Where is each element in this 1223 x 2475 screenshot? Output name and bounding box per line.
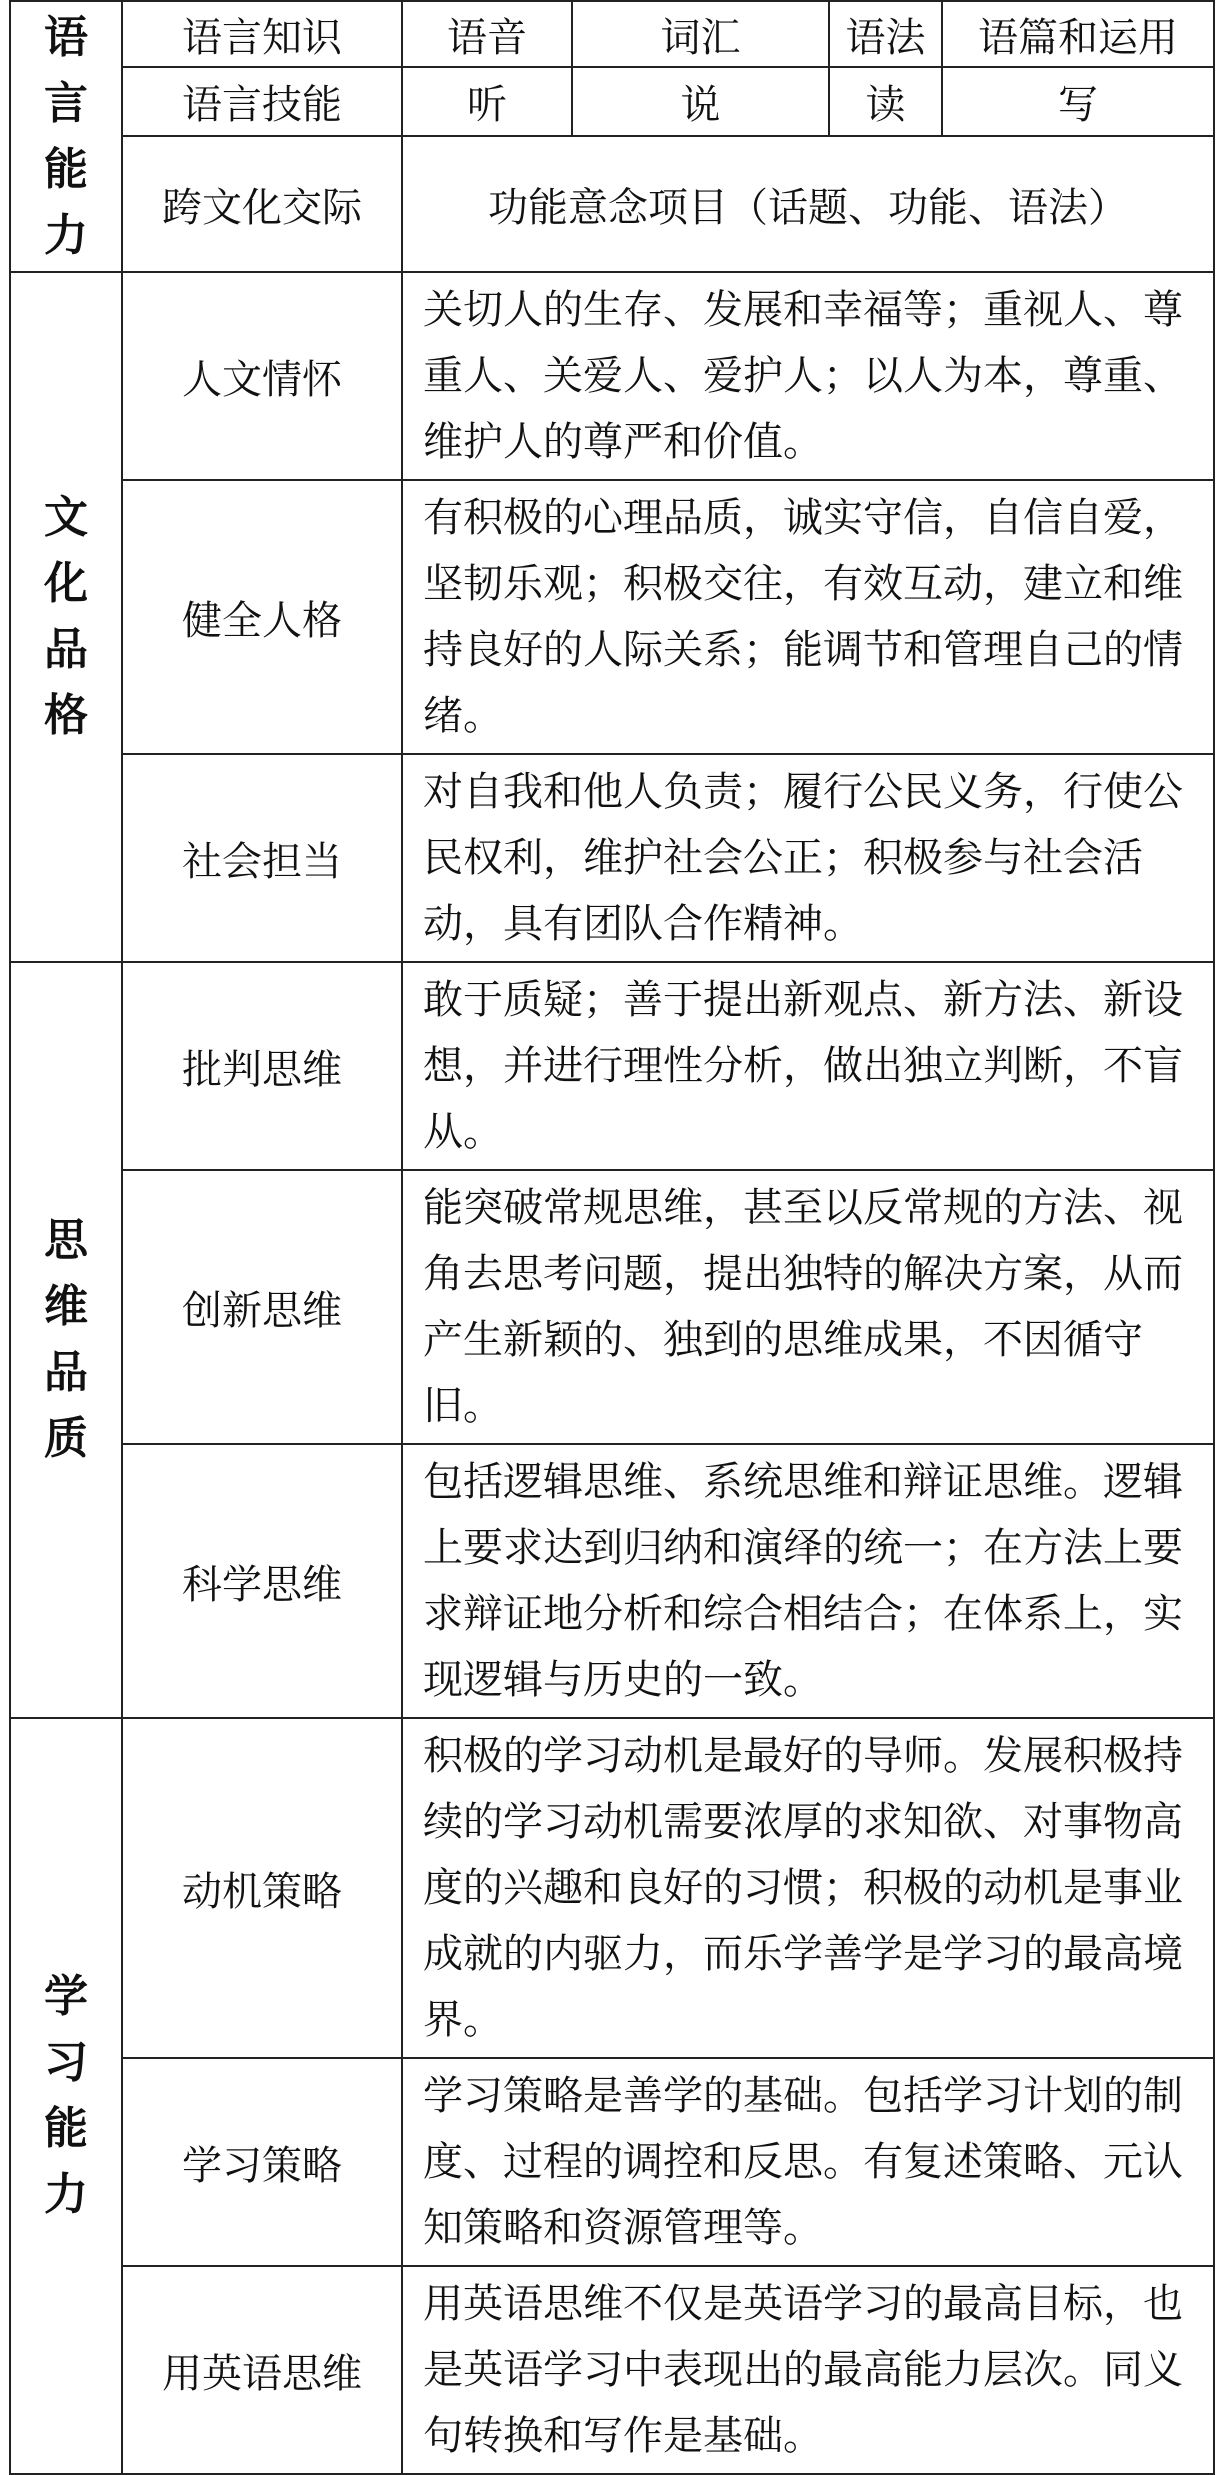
label-learning-3: 用英语思维 <box>122 2266 402 2474</box>
skill-item: 读 <box>829 67 942 136</box>
row-language-skills <box>10 67 1214 136</box>
category-thinking: 思 维 品 质 <box>10 962 122 1718</box>
desc-culture-1: 关切人的生存、发展和幸福等；重视人、尊重人、关爱人、爱护人；以人为本，尊重、维护人的尊严和价值。 <box>402 272 1214 480</box>
row-intercultural <box>10 136 1214 272</box>
category-language: 语 言 能 力 <box>10 1 122 272</box>
label-learning-2: 学习策略 <box>122 2058 402 2266</box>
desc-learning-1: 积极的学习动机是最好的导师。发展积极持续的学习动机需要浓厚的求知欲、对事物高度的兴趣和良好的习惯；积极的动机是事业成就的内驱力，而乐学善学是学习的最高境界。 <box>402 1718 1214 2058</box>
desc-thinking-2: 能突破常规思维，甚至以反常规的方法、视角去思考问题，提出独特的解决方案，从而产生新颖的、独到的思维成果，不因循守旧。 <box>402 1170 1214 1444</box>
label-thinking-3: 科学思维 <box>122 1444 402 1718</box>
row-language-knowledge <box>10 1 1214 67</box>
desc-intercultural: 功能意念项目（话题、功能、语法） <box>402 136 1214 272</box>
row-learning-2 <box>10 2058 1214 2266</box>
label-intercultural: 跨文化交际 <box>122 136 402 272</box>
row-learning-3 <box>10 2266 1214 2474</box>
skill-item: 写 <box>942 67 1214 136</box>
skill-item: 听 <box>402 67 572 136</box>
label-culture-2: 健全人格 <box>122 480 402 754</box>
desc-thinking-3: 包括逻辑思维、系统思维和辩证思维。逻辑上要求达到归纳和演绎的统一；在方法上要求辩证地分析和综合相结合；在体系上，实现逻辑与历史的一致。 <box>402 1444 1214 1718</box>
knowledge-item: 词汇 <box>572 1 829 67</box>
desc-learning-2: 学习策略是善学的基础。包括学习计划的制度、过程的调控和反思。有复述策略、元认知策略和资源管理等。 <box>402 2058 1214 2266</box>
competency-table <box>9 0 1215 2475</box>
row-learning-1 <box>10 1718 1214 2058</box>
desc-culture-2: 有积极的心理品质，诚实守信，自信自爱，坚韧乐观；积极交往，有效互动，建立和维持良好的人际关系；能调节和管理自己的情绪。 <box>402 480 1214 754</box>
skill-item: 说 <box>572 67 829 136</box>
knowledge-item: 语音 <box>402 1 572 67</box>
row-thinking-1 <box>10 962 1214 1170</box>
knowledge-item: 语篇和运用 <box>942 1 1214 67</box>
row-culture-2 <box>10 480 1214 754</box>
category-culture: 文 化 品 格 <box>10 272 122 962</box>
knowledge-item: 语法 <box>829 1 942 67</box>
row-thinking-2 <box>10 1170 1214 1444</box>
row-culture-3 <box>10 754 1214 962</box>
label-thinking-2: 创新思维 <box>122 1170 402 1444</box>
desc-thinking-1: 敢于质疑；善于提出新观点、新方法、新设想，并进行理性分析，做出独立判断，不盲从。 <box>402 962 1214 1170</box>
label-learning-1: 动机策略 <box>122 1718 402 2058</box>
label-culture-1: 人文情怀 <box>122 272 402 480</box>
desc-culture-3: 对自我和他人负责；履行公民义务，行使公民权利，维护社会公正；积极参与社会活动，具有团队合作精神。 <box>402 754 1214 962</box>
label-language-knowledge: 语言知识 <box>122 1 402 67</box>
row-culture-1 <box>10 272 1214 480</box>
label-language-skills: 语言技能 <box>122 67 402 136</box>
label-culture-3: 社会担当 <box>122 754 402 962</box>
category-learning: 学 习 能 力 <box>10 1718 122 2474</box>
label-thinking-1: 批判思维 <box>122 962 402 1170</box>
desc-learning-3: 用英语思维不仅是英语学习的最高目标，也是英语学习中表现出的最高能力层次。同义句转换和写作是基础。 <box>402 2266 1214 2474</box>
row-thinking-3 <box>10 1444 1214 1718</box>
